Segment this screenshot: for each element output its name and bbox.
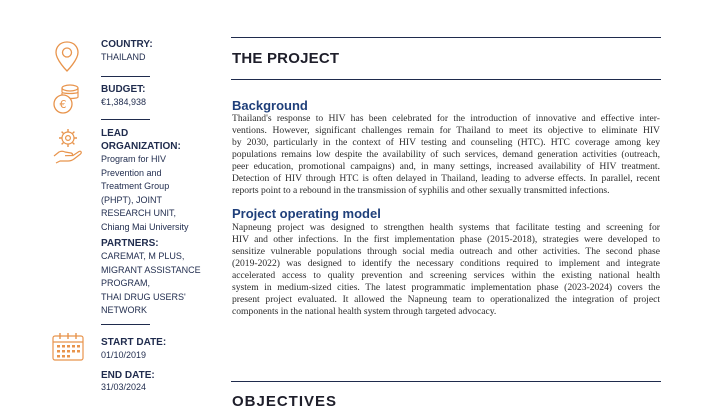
divider [101,324,150,325]
budget-label: BUDGET: [101,84,146,95]
page-title: THE PROJECT [232,50,340,67]
country-label: COUNTRY: [101,39,153,50]
euro-coins-icon [51,81,83,117]
budget-value: €1,384,938 [101,97,147,107]
start-date-value: 01/10/2019 [101,350,147,360]
title-rule-top [231,37,661,38]
operating-model-heading: Project operating model [232,206,381,221]
country-value: THAILAND [101,52,146,62]
partners-label: PARTNERS: [101,238,159,249]
operating-model-paragraph: Napneung project was designed to strengthen health systems that facilitate testing and screening for HIV and other infections. In the first implementation phase (2015-2018), strategies were developed to sensitize vulnerable populations through social media outreach and other activities. The second phase (2019-2022) was designed to identify the necessary conditions required to implement and integrate accelerated access to quality prevention and screening services within the existing national health system in medium-sized cities. The latest programmatic implementation phase (2023-2024) covers the present project evaluated. It allowed the Napneung team to operationalized the integration of project components in the national health system through targeted advocacy. [232,222,660,317]
objectives-heading: OBJECTIVES [232,393,338,410]
end-date-value: 31/03/2024 [101,382,147,392]
divider [101,119,150,120]
location-pin-icon [53,40,81,74]
background-paragraph: Thailand's response to HIV has been celebrated for the introduction of innovative and effective inter- ventions. However, significant challenges remain for Thailand to meet its objective to eliminate HIV by 2030, particularly in the context of HIV testing and counseling (HTC). HTC coverage among key populations remains low despite the availability of such services, demand generation activities (outreach, peer education, promotional campaigns) and, in many settings, increased availability of HIV treatment. Detection of HIV through HTC is often delayed in Thailand, leading to adverse effects. In parallel, recent reports point to a rebound in the transmission of syphilis and other sexually transmitted infections. [232,113,660,196]
background-heading: Background [232,98,308,113]
title-rule-bottom [231,79,661,80]
calendar-icon [51,332,85,362]
lead-organization-value: Program for HIV Prevention and Treatment Group (PHPT), JOINT RESEARCH UNIT, Chiang Mai University [101,154,189,232]
gear-hand-icon [51,127,83,165]
end-date-label: END DATE: [101,370,155,381]
svg-text:€: € [59,98,67,111]
start-date-label: START DATE: [101,337,167,348]
partners-value: CAREMAT, M PLUS, MIGRANT ASSISTANCE PROGRAM, THAI DRUG USERS' NETWORK [101,251,201,315]
lead-organization-label: LEAD ORGANIZATION: [101,128,181,152]
divider [101,76,150,77]
section-rule [231,381,661,382]
